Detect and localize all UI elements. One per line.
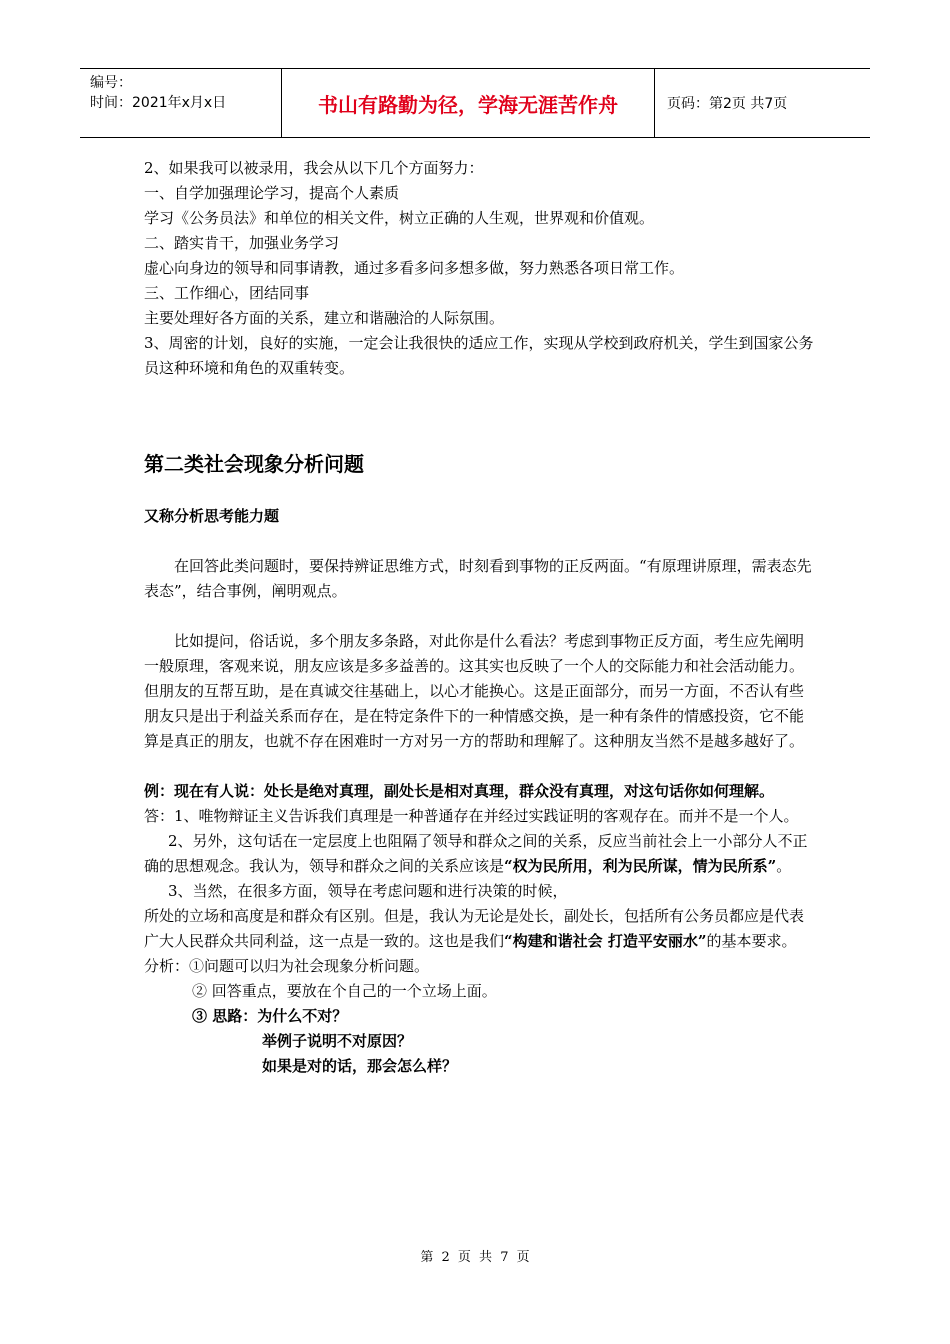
analysis-item: 分析：①问题可以归为社会现象分析问题。 [144, 957, 430, 975]
spacer [144, 754, 814, 779]
header-page-info: 页码：第2页 共7页 [667, 96, 788, 112]
answer-text: 。 [776, 857, 792, 875]
analysis-item: ③ 思路：为什么不对？ [192, 1007, 348, 1025]
paragraph: 主要处理好各方面的关系，建立和谐融洽的人际氛围。 [144, 309, 505, 327]
paragraph: 虚心向身边的领导和同事请教，通过多看多问多想多做，努力熟悉各项日常工作。 [144, 259, 685, 277]
analysis-item: 如果是对的话，那会怎么样？ [262, 1057, 458, 1075]
example-question: 例：现在有人说：处长是绝对真理，副处长是相对真理，群众没有真理，对这句话你如何理解。 [144, 782, 775, 800]
paragraph: 3、周密的计划，良好的实施，一定会让我很快的适应工作，实现从学校到政府机关，学生到国家公务员这种环境和角色的双重转变。 [144, 334, 814, 377]
paragraph: 比如提问，俗话说，多个朋友多条路，对此你是什么看法？考虑到事物正反方面，考生应先阐明一般原理，客观来说，朋友应该是多多益善的。这其实也反映了一个人的交际能力和社会活动能力。但朋友的互帮互助，是在真诚交往基础上，以心才能换心。这是正面部分，而另一方面，不否认有些朋友只是出于利益关系而存在，是在特定条件下的一种情感交换，是一种有条件的情感投资，它不能算是真正的朋友，也就不存在困难时一方对另一方的帮助和理解了。这种朋友当然不是越多越好了。 [144, 632, 805, 750]
number-label: 编号： [90, 75, 132, 91]
time-label: 时间：2021年x月x日 [90, 95, 227, 111]
answer-emphasis: “权为民所用，利为民所谋，情为民所系” [504, 857, 777, 875]
spacer [144, 479, 814, 504]
header-meta-cell [80, 69, 282, 137]
section-subtitle: 又称分析思考能力题 [144, 507, 280, 525]
answer-item [144, 829, 814, 879]
spacer [144, 529, 814, 554]
paragraph: 学习《公务员法》和单位的相关文件，树立正确的人生观，世界观和价值观。 [144, 209, 655, 227]
answer-text: 2、另外，这句话在一定层度上也阻隔了领导和群众之间的关系，反应当前社会上一小部分人不正确的思想观念。我认为，领导和群众之间的关系应该是 [144, 832, 808, 875]
paragraph: 在回答此类问题时，要保持辨证思维方式，时刻看到事物的正反两面。“有原理讲原理，需表态先表态”，结合事例，阐明观点。 [144, 557, 812, 600]
document-header [80, 68, 870, 138]
analysis-item: 举例子说明不对原因？ [262, 1032, 413, 1050]
document-body [144, 156, 814, 1079]
header-motto: 书山有路勤为径，学海无涯苦作舟 [282, 69, 655, 137]
paragraph: 一、自学加强理论学习，提高个人素质 [144, 184, 400, 202]
answer-item: 答：1、唯物辩证主义告诉我们真理是一种普通存在并经过实践证明的客观存在。而并不是一个人。 [144, 807, 799, 825]
paragraph: 二、踏实肯干，加强业务学习 [144, 234, 340, 252]
answer-emphasis: “构建和谐社会 打造平安丽水” [504, 932, 707, 950]
analysis-item: ② 回答重点，要放在个自己的一个立场上面。 [192, 982, 497, 1000]
spacer [144, 381, 814, 449]
answer-text: 的基本要求。 [706, 932, 797, 950]
spacer [144, 604, 814, 629]
answer-text: 所处的立场和高度是和群众有区别。但是，我认为无论是处长，副处长，包括所有公务员都应是代表广大人民群众共同利益，这一点是一致的。这也是我们 [144, 907, 805, 950]
paragraph: 2、如果我可以被录用，我会从以下几个方面努力： [144, 159, 484, 177]
answer-item: 3、当然，在很多方面，领导在考虑问题和进行决策的时候， [168, 882, 568, 900]
paragraph: 三、工作细心，团结同事 [144, 284, 310, 302]
answer-item [144, 904, 814, 954]
page-footer: 第 2 页 共 7 页 [420, 1250, 530, 1265]
section-title: 第二类社会现象分析问题 [144, 452, 364, 476]
